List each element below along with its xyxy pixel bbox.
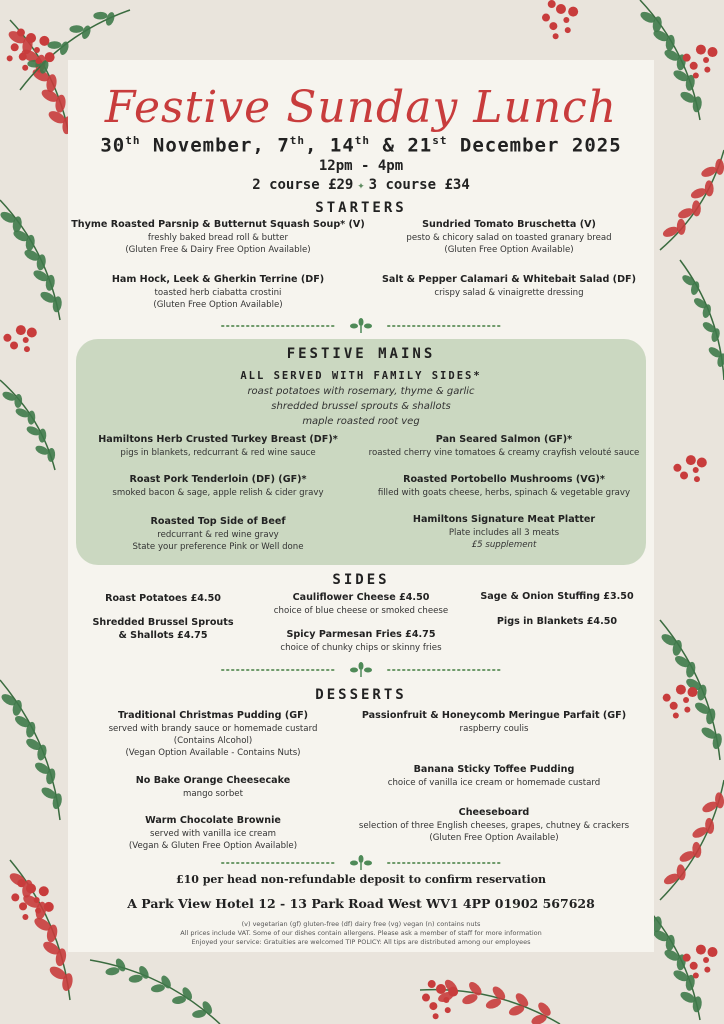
dish-desc: choice of vanilla ice cream or homemade custard <box>387 778 601 788</box>
berry <box>24 346 30 352</box>
holly-sprig-icon <box>350 318 372 333</box>
berry <box>683 954 691 962</box>
star-icon: ✦ <box>357 178 365 192</box>
berry <box>11 43 19 51</box>
menu-title: Festive Sunday Lunch <box>104 82 618 133</box>
berry <box>553 33 559 39</box>
holly-sprig-icon <box>350 855 372 870</box>
dish-note: £5 supplement <box>471 540 537 550</box>
starter-item <box>364 274 654 299</box>
starters-heading: STARTERS <box>315 200 407 216</box>
berry <box>676 685 686 695</box>
dish-desc: (Gluten Free Option Available) <box>429 833 559 843</box>
berry <box>428 980 436 988</box>
berry <box>26 33 36 43</box>
berry <box>690 962 698 970</box>
dotted-divider <box>218 662 504 678</box>
holly-sprig-icon <box>350 662 372 677</box>
berry <box>44 902 54 912</box>
starter-item <box>68 274 368 311</box>
date-part: 30 <box>100 134 126 157</box>
berry <box>34 897 40 903</box>
dessert-item <box>68 710 358 759</box>
berry <box>448 987 458 997</box>
side-item <box>258 629 464 654</box>
leaf <box>104 11 116 27</box>
dish-name: Sage & Onion Stuffing £3.50 <box>480 591 634 602</box>
dish-name: No Bake Orange Cheesecake <box>135 775 291 786</box>
venue-address: A Park View Hotel 12 - 13 Park Road West WV1 4PP 01902 567628 <box>127 896 595 911</box>
leaf <box>105 966 120 976</box>
berry <box>696 945 706 955</box>
dish-name: Thyme Roasted Parsnip & Butternut Squash Soup* (V) <box>71 219 365 230</box>
fine-print: All prices include VAT. Some of our dishes contain allergens. Please ask a member of staff for more information <box>180 929 542 937</box>
berry <box>663 694 671 702</box>
side-item <box>472 616 642 629</box>
berry <box>683 697 689 703</box>
berry <box>26 883 36 893</box>
berry <box>708 947 718 957</box>
dish-desc: (Gluten Free Option Available) <box>153 300 283 310</box>
dish-desc: choice of chunky chips or skinny fries <box>280 643 442 653</box>
sides-heading: SIDES <box>332 572 390 588</box>
date-suffix: th <box>289 134 306 147</box>
berry <box>683 54 691 62</box>
family-sides-heading: ALL SERVED WITH FAMILY SIDES* <box>240 370 482 382</box>
dish-name: Roasted Top Side of Beef <box>150 516 286 527</box>
berry <box>433 1013 439 1019</box>
mains-heading: FESTIVE MAINS <box>286 346 436 362</box>
berry <box>17 29 25 37</box>
berry <box>693 467 699 473</box>
berry <box>703 957 709 963</box>
berry <box>565 27 571 33</box>
starter-item <box>364 219 654 256</box>
berry <box>19 902 27 910</box>
berry <box>704 67 710 73</box>
berry <box>693 972 699 978</box>
berry <box>697 457 707 467</box>
date-suffix: th <box>125 134 141 147</box>
berry <box>673 712 679 718</box>
side-item <box>472 591 642 604</box>
dish-desc: raspberry coulis <box>459 724 529 734</box>
main-item <box>354 434 654 459</box>
dish-name: Cauliflower Cheese £4.50 <box>292 592 430 603</box>
side-item <box>88 593 238 606</box>
dish-desc: selection of three English cheeses, grapes, chutney & crackers <box>358 821 630 831</box>
desserts-heading: DESSERTS <box>315 687 407 703</box>
dish-desc: smoked bacon & sage, apple relish & cider gravy <box>112 488 324 498</box>
berry <box>688 687 698 697</box>
event-dates <box>68 134 654 156</box>
dish-desc: (Gluten Free & Dairy Free Option Available) <box>125 245 311 255</box>
dessert-item <box>68 815 358 852</box>
berry <box>17 879 25 887</box>
dish-name: Hamiltons Herb Crusted Turkey Breast (DF)* <box>98 434 338 445</box>
berry <box>548 0 556 8</box>
berry <box>680 471 688 479</box>
berry <box>542 14 550 22</box>
berry <box>19 53 27 61</box>
dish-name: Pan Seared Salmon (GF)* <box>435 434 573 445</box>
dessert-item <box>334 807 654 844</box>
berry <box>10 341 18 349</box>
service-time: 12pm - 4pm <box>318 158 404 174</box>
berry <box>686 455 696 465</box>
berry <box>22 65 28 71</box>
berry <box>429 1002 437 1010</box>
berry <box>703 57 709 63</box>
dish-name: Hamiltons Signature Meat Platter <box>412 514 596 525</box>
course-prices <box>68 177 654 193</box>
fine-print: (v) vegetarian (gf) gluten-free (df) dairy free (vg) vegan (n) contains nuts <box>241 920 481 928</box>
main-item <box>68 516 368 553</box>
berry <box>39 36 49 46</box>
dish-name: Ham Hock, Leek & Gherkin Terrine (DF) <box>111 274 325 285</box>
dish-desc: freshly baked bread roll & butter <box>147 233 289 243</box>
leaf <box>128 974 143 984</box>
date-suffix: st <box>432 134 448 147</box>
berry <box>445 1007 451 1013</box>
dish-desc: (Contains Alcohol) <box>173 736 253 746</box>
date-part: & 21 <box>370 134 433 157</box>
date-part: November, 7 <box>140 134 290 157</box>
main-item <box>354 474 654 499</box>
berry <box>27 327 37 337</box>
dish-desc: filled with goats cheese, herbs, spinach & vegetable gravy <box>377 488 631 498</box>
dish-desc: redcurrant & red wine gravy <box>157 530 279 540</box>
berry <box>23 337 29 343</box>
dish-desc: (Vegan Option Available - Contains Nuts) <box>125 748 301 758</box>
dish-name: Pigs in Blankets £4.50 <box>496 616 618 627</box>
dessert-item <box>344 710 644 735</box>
dish-name: Salt & Pepper Calamari & Whitebait Salad (DF) <box>382 274 636 285</box>
starter-item <box>68 219 368 256</box>
berry <box>563 17 569 23</box>
fine-print: Enjoyed your service: Gratuities are welcomed TIP POLICY: All tips are distributed among our employees <box>191 938 531 946</box>
berry <box>696 45 706 55</box>
deposit-note: £10 per head non-refundable deposit to confirm reservation <box>175 873 547 886</box>
dish-desc: State your preference Pink or Well done <box>132 542 304 552</box>
berry <box>3 334 11 342</box>
main-item <box>354 514 654 551</box>
side-item <box>258 592 464 617</box>
dish-name: Banana Sticky Toffee Pudding <box>413 764 575 775</box>
menu-content <box>68 60 654 952</box>
berry <box>35 58 41 64</box>
dish-desc: (Gluten Free Option Available) <box>444 245 574 255</box>
berry <box>694 476 700 482</box>
dish-name: Roasted Portobello Mushrooms (VG)* <box>403 474 605 485</box>
dish-desc: mango sorbet <box>183 789 243 799</box>
berry <box>549 22 557 30</box>
dish-desc: Plate includes all 3 meats <box>448 528 560 538</box>
dish-desc: (Vegan & Gluten Free Option Available) <box>128 841 298 851</box>
dish-name: Warm Chocolate Brownie <box>145 815 281 826</box>
date-suffix: th <box>354 134 371 147</box>
dish-name: Spicy Parmesan Fries £4.75 <box>286 629 436 640</box>
berry <box>708 47 718 57</box>
berry <box>7 55 13 61</box>
family-side-line: roast potatoes with rosemary, thyme & garlic <box>247 386 475 397</box>
dessert-item <box>68 775 358 800</box>
berry <box>11 893 19 901</box>
side-item <box>88 617 238 643</box>
dish-desc: choice of blue cheese or smoked cheese <box>273 606 449 616</box>
date-part: December 2025 <box>447 134 622 157</box>
dish-name: & Shallots £4.75 <box>118 630 208 641</box>
three-course-price: 3 course £34 <box>368 177 470 193</box>
dish-name: Traditional Christmas Pudding (GF) <box>117 710 309 721</box>
dish-desc: pigs in blankets, redcurrant & red wine sauce <box>120 448 316 458</box>
berry <box>422 994 430 1002</box>
dish-name: Roast Pork Tenderloin (DF) (GF)* <box>129 474 307 485</box>
family-side-line: shredded brussel sprouts & shallots <box>271 401 451 412</box>
date-part: , 14 <box>305 134 355 157</box>
main-item <box>68 434 368 459</box>
berry <box>34 47 40 53</box>
dish-desc: served with brandy sauce or homemade custard <box>108 724 318 734</box>
dotted-divider <box>218 318 504 334</box>
berry <box>556 4 566 14</box>
dish-name: Shredded Brussel Sprouts <box>92 617 234 628</box>
berry <box>670 702 678 710</box>
dish-desc: crispy salad & vinaigrette dressing <box>434 288 584 298</box>
berry <box>16 325 26 335</box>
berry <box>45 52 55 62</box>
berry <box>693 72 699 78</box>
dessert-item <box>344 764 644 789</box>
berry <box>704 967 710 973</box>
family-side-line: maple roasted root veg <box>302 416 420 427</box>
berry <box>22 914 28 920</box>
dish-desc: pesto & chicory salad on toasted granary bread <box>406 233 612 243</box>
dish-desc: roasted cherry vine tomatoes & creamy crayfish velouté sauce <box>368 448 640 458</box>
dish-desc: toasted herb ciabatta crostini <box>154 288 282 298</box>
dish-name: Cheeseboard <box>458 807 530 818</box>
berry <box>443 997 449 1003</box>
dish-desc: served with vanilla ice cream <box>150 829 276 839</box>
dish-name: Sundried Tomato Bruschetta (V) <box>422 219 596 230</box>
dish-name: Roast Potatoes £4.50 <box>105 593 221 604</box>
berry <box>684 707 690 713</box>
berry <box>39 886 49 896</box>
leaf <box>150 983 165 993</box>
main-item <box>68 474 368 499</box>
berry <box>568 7 578 17</box>
berry <box>673 464 681 472</box>
berry <box>690 62 698 70</box>
leaf <box>69 25 83 33</box>
leaf <box>47 41 61 49</box>
dotted-divider <box>218 855 504 871</box>
two-course-price: 2 course £29 <box>252 177 354 193</box>
berry <box>436 984 446 994</box>
leaf <box>93 12 107 20</box>
dish-name: Passionfruit & Honeycomb Meringue Parfait (GF) <box>361 710 627 721</box>
berry <box>35 908 41 914</box>
